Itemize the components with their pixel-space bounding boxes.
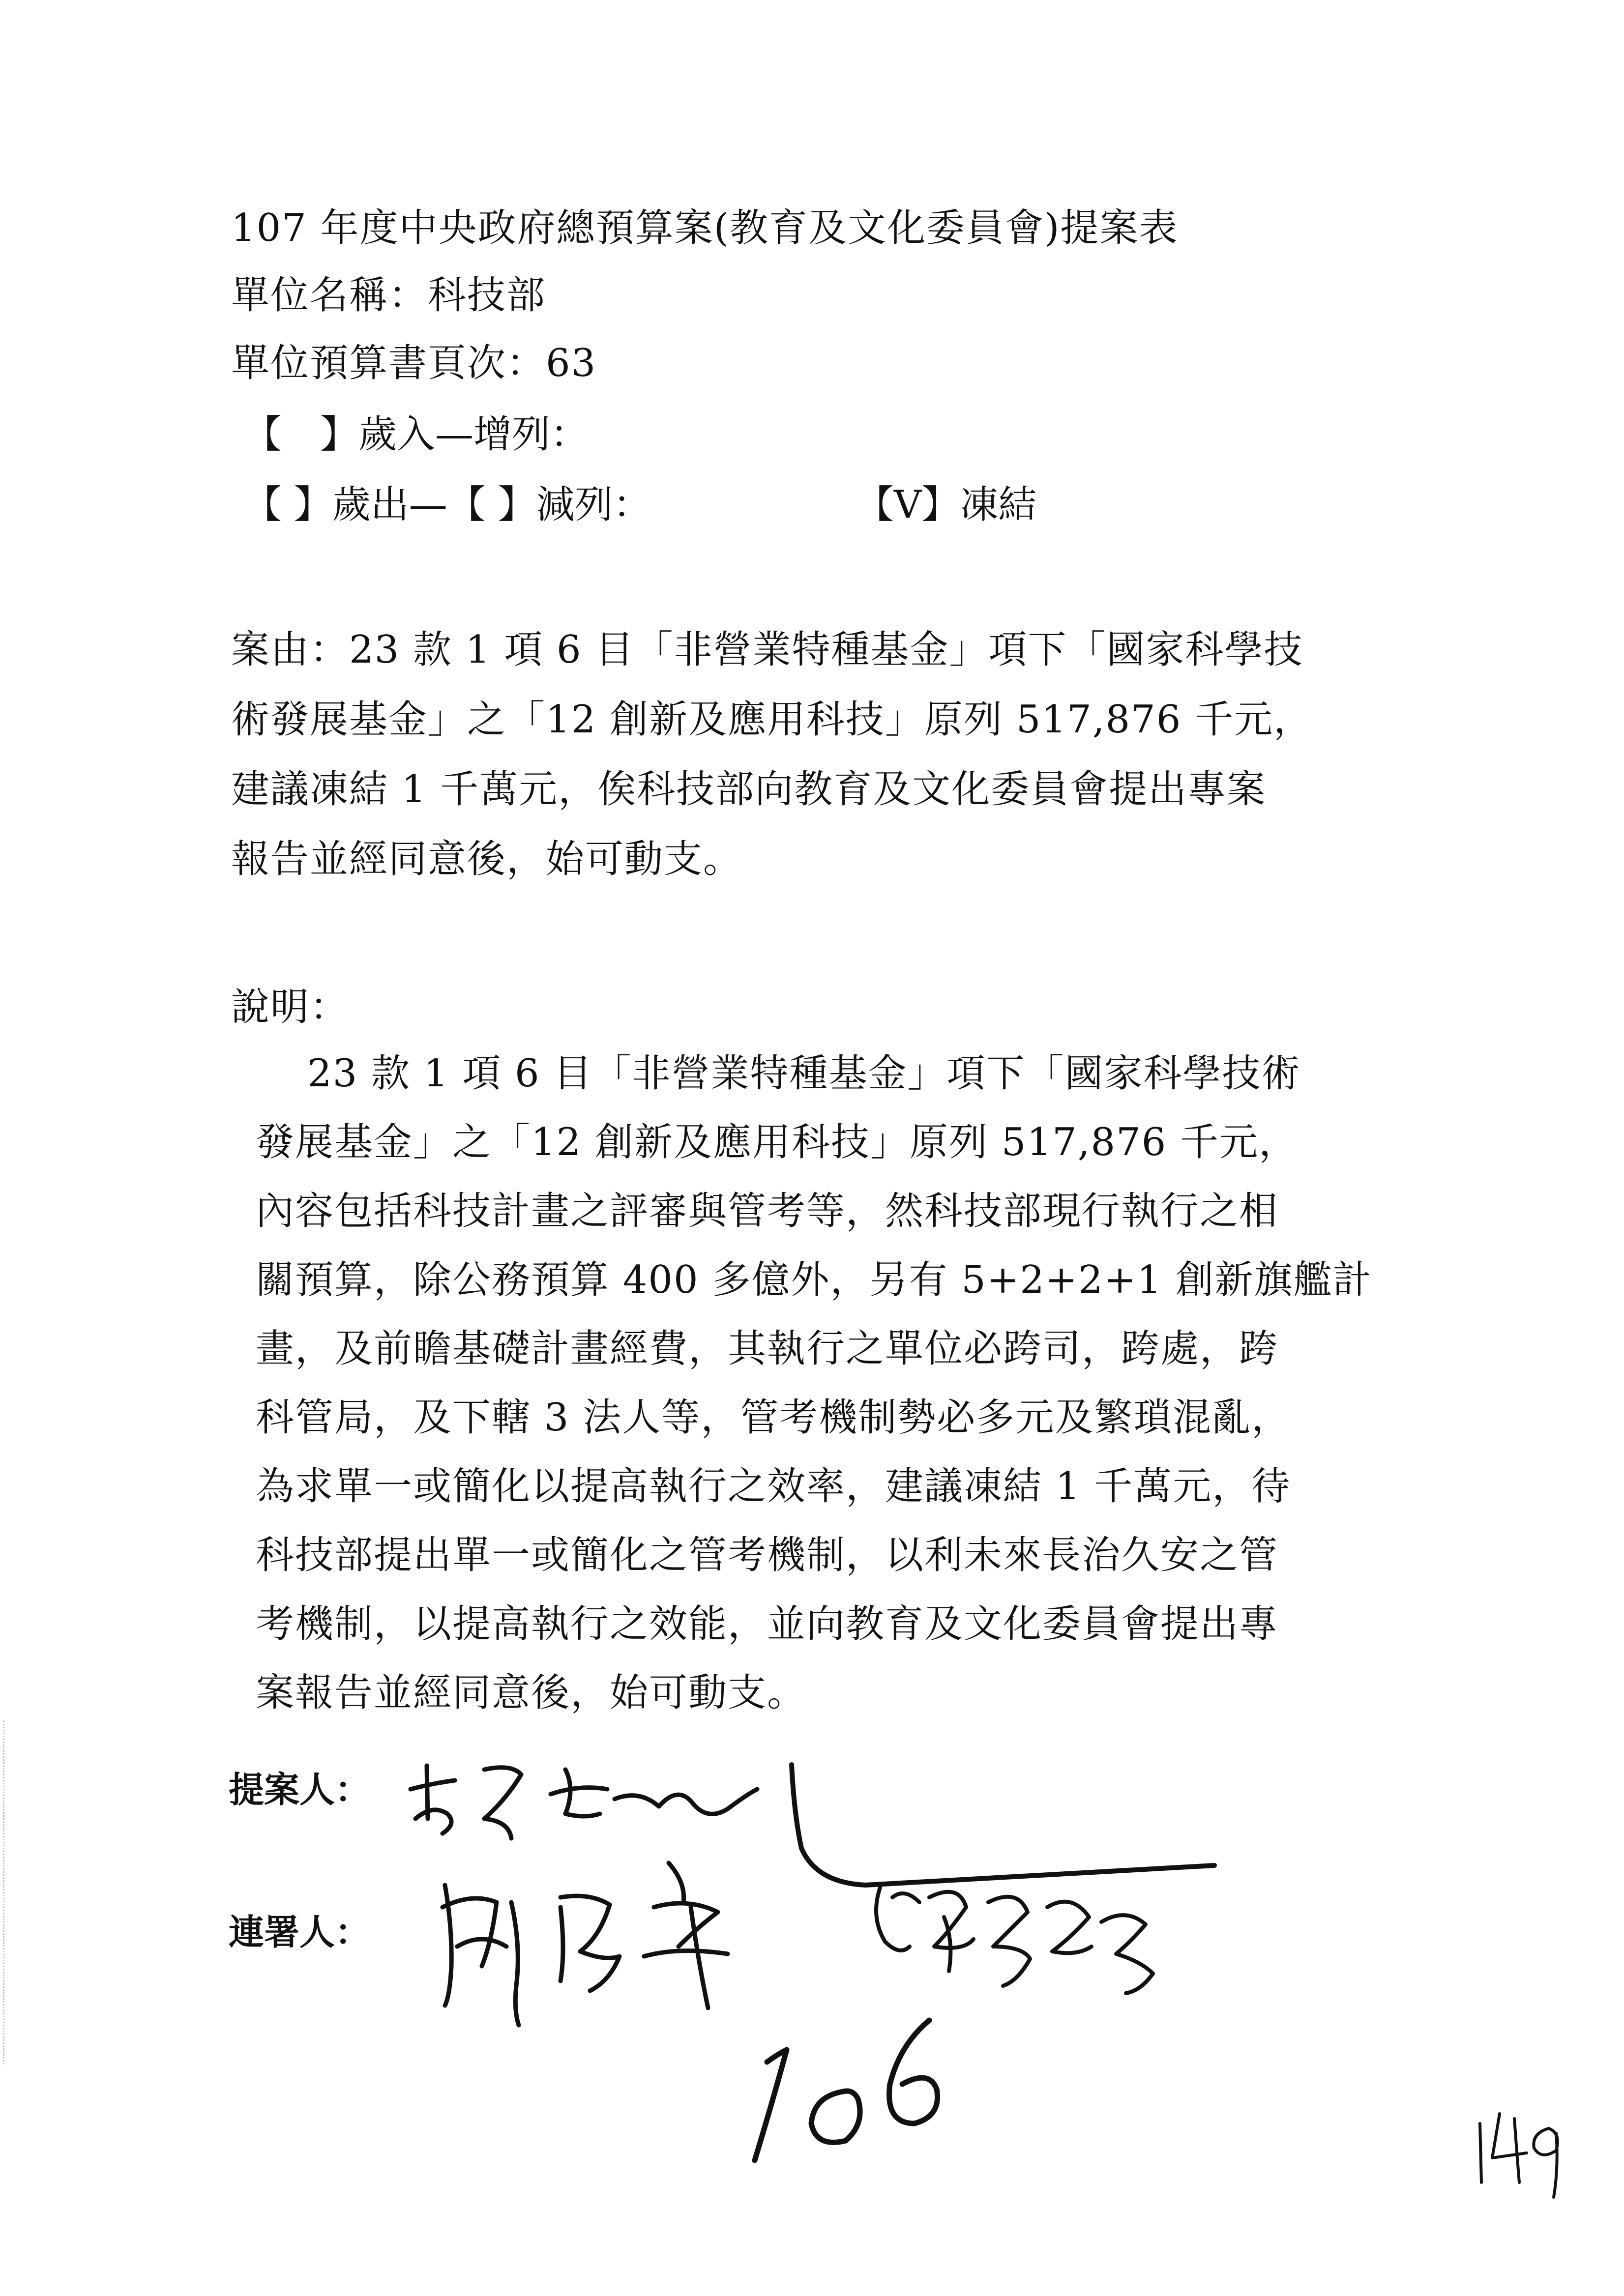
scan-edge-marks xyxy=(3,1720,7,2064)
reason-line: 建議凍結 1 千萬元，俟科技部向教育及文化委員會提出專案 xyxy=(231,767,1267,812)
budget-page-number: 單位預算書頁次：63 xyxy=(231,341,597,385)
handwritten-number-106 xyxy=(755,2020,938,2160)
expenditure-decrease-option: 【 】歲出—【 】減列： xyxy=(243,483,651,527)
reason-line: 案由：23 款 1 項 6 目「非營業特種基金」項下「國家科學技 xyxy=(231,628,1303,672)
cosigner-signature-2 xyxy=(876,1888,1153,1993)
reason-line: 報告並經同意後，始可動支。 xyxy=(231,837,743,881)
description-line: 案報告並經同意後，始可動支。 xyxy=(256,1671,807,1715)
description-line: 發展基金」之「12 創新及應用科技」原列 517,876 千元， xyxy=(256,1120,1299,1164)
description-line: 考機制，以提高執行之效能，並向教育及文化委員會提出專 xyxy=(256,1602,1279,1646)
description-line: 科管局，及下轄 3 法人等，管考機制勢必多元及繁瑣混亂， xyxy=(256,1395,1291,1440)
revenue-increase-option: 【 】歲入—增列： xyxy=(243,412,589,457)
freeze-option-checked: 【V】凍結 xyxy=(856,483,1037,527)
description-line: 23 款 1 項 6 目「非營業特種基金」項下「國家科學技術 xyxy=(307,1051,1301,1096)
reason-line: 術發展基金」之「12 創新及應用科技」原列 517,876 千元， xyxy=(231,698,1313,742)
cosigner-signature-1 xyxy=(443,1863,728,2025)
proposer-label: 提案人： xyxy=(229,1769,371,1810)
description-line: 科技部提出單一或簡化之管考機制，以利未來長治久安之管 xyxy=(256,1533,1279,1577)
description-line: 內容包括科技計畫之評審與管考等，然科技部現行執行之相 xyxy=(256,1189,1279,1233)
description-line: 畫，及前瞻基礎計畫經費，其執行之單位必跨司，跨處，跨 xyxy=(256,1327,1279,1371)
form-title: 107 年度中央政府總預算案(教育及文化委員會)提案表 xyxy=(231,206,1179,250)
proposer-signature xyxy=(411,1765,1214,1885)
description-label: 說明： xyxy=(231,985,350,1029)
handwritten-page-number-149 xyxy=(1480,2114,1558,2197)
cosigner-label: 連署人： xyxy=(229,1912,371,1953)
unit-name: 單位名稱：科技部 xyxy=(231,273,546,318)
description-line: 為求單一或簡化以提高執行之效率，建議凍結 1 千萬元，待 xyxy=(256,1464,1291,1509)
description-line: 關預算，除公務預算 400 多億外，另有 5+2+2+1 創新旗艦計 xyxy=(256,1258,1372,1302)
